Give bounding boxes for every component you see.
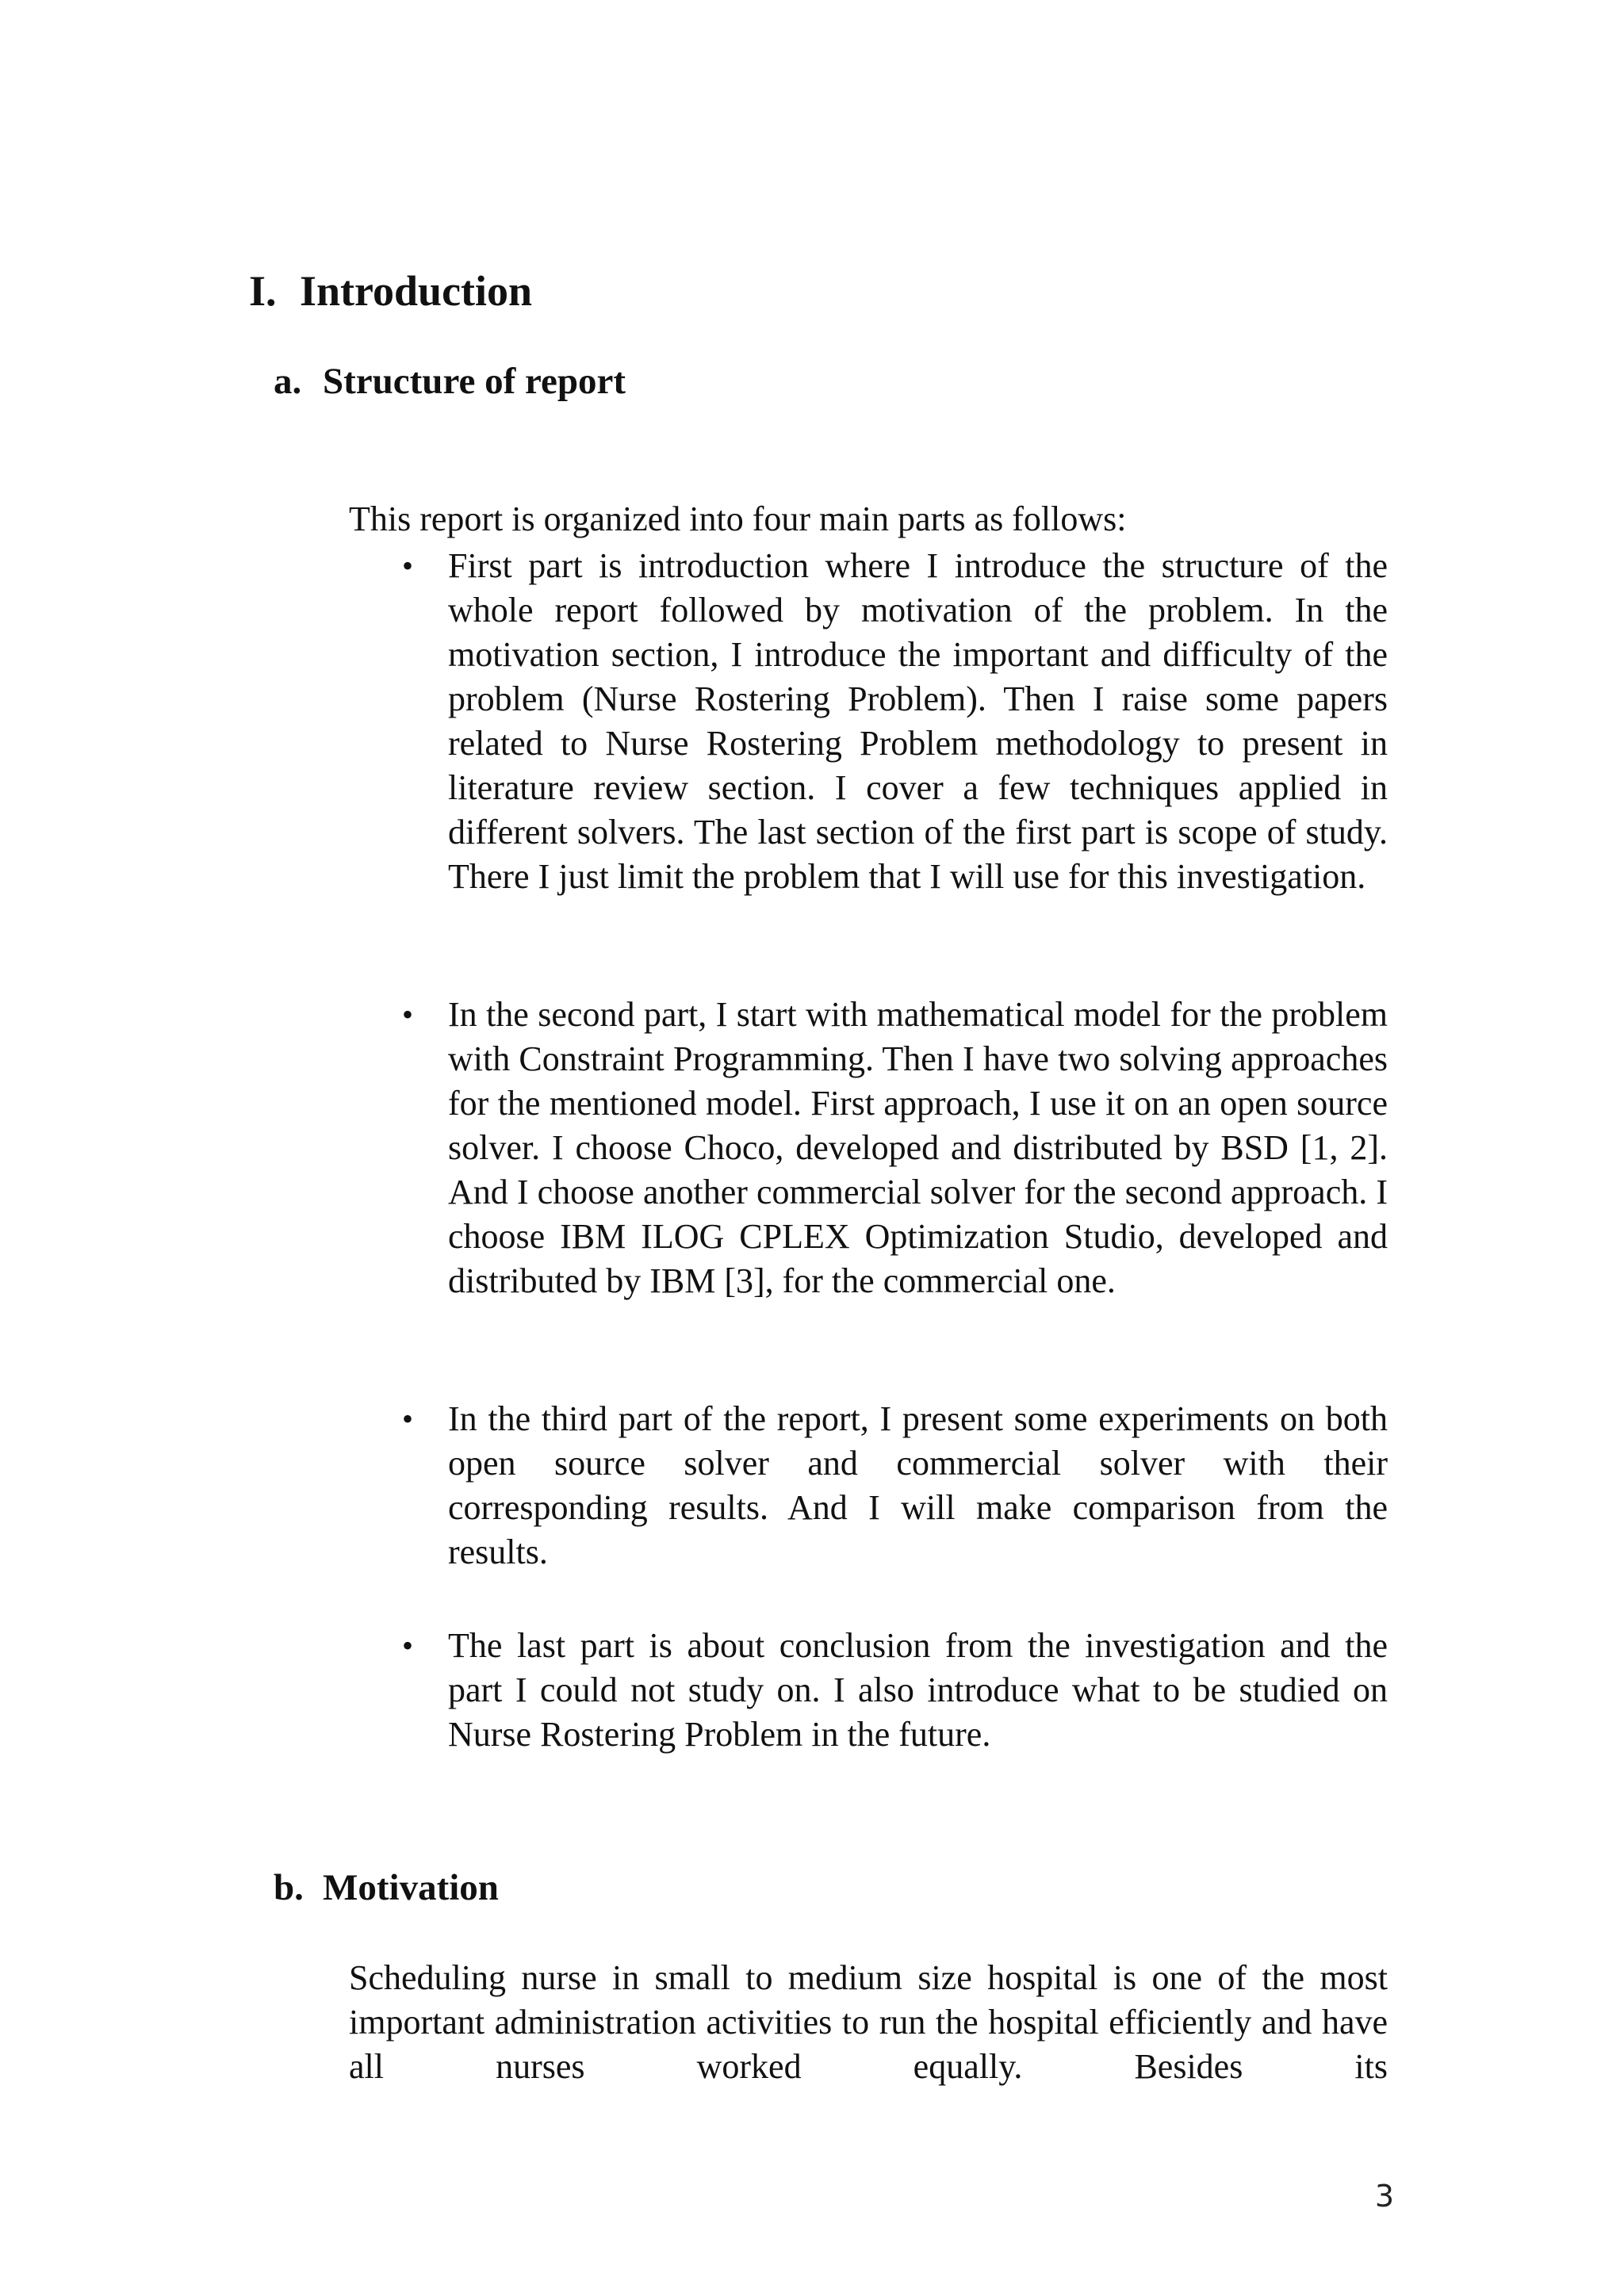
bullet-item (402, 1624, 1388, 1757)
bullet-item (402, 544, 1388, 899)
bullet-icon: • (402, 997, 414, 1032)
section-letter: a. (274, 361, 302, 402)
bullet-text: In the third part of the report, I present some experiments on both open source solver and commercial solver with their corresponding results. And I will make comparison from the results. (448, 1399, 1388, 1571)
bullet-text: First part is introduction where I introduce the structure of the whole report followed by motivation of the problem. In the motivation section, I introduce the important and difficulty of the problem (Nurse Rostering Problem). Then I raise some papers related to Nurse Rostering Problem methodology to present in literature review section. I cover a few techniques applied in different solvers. The last section of the first part is scope of study. There I just limit the problem that I will use for this investigation. (448, 546, 1388, 896)
page-number: 3 (1374, 2179, 1394, 2214)
bullet-item (402, 993, 1388, 1303)
chapter-heading (249, 266, 532, 316)
motivation-paragraph: Scheduling nurse in small to medium size hospital is one of the most important administration activities to run the hospital efficiently and have all nurses worked equally. Besides its (349, 1958, 1388, 2086)
section-heading-structure (274, 360, 626, 403)
chapter-number: I. (249, 267, 277, 315)
bullet-item (402, 1397, 1388, 1575)
section-title: Motivation (323, 1867, 499, 1908)
section-title: Structure of report (323, 361, 626, 402)
section-heading-motivation (274, 1866, 499, 1909)
bullet-icon: • (402, 1628, 414, 1663)
structure-intro-text: This report is organized into four main parts as follows: (349, 499, 1127, 538)
bullet-icon: • (402, 1401, 414, 1437)
bullet-icon: • (402, 548, 414, 584)
bullet-text: In the second part, I start with mathematical model for the problem with Constraint Programming. Then I have two solving approaches for the mentioned model. First approach, I use it on an open source solver. I choose Choco, developed and distributed by BSD [1, 2]. And I choose another commercial solver for the second approach. I choose IBM ILOG CPLEX Optimization Studio, developed and distributed by IBM [3], for the commercial one. (448, 995, 1388, 1300)
bullet-text: The last part is about conclusion from the investigation and the part I could not study on. I also introduce what to be studied on Nurse Rostering Problem in the future. (448, 1626, 1388, 1754)
section-letter: b. (274, 1867, 304, 1908)
chapter-title: Introduction (300, 267, 533, 315)
